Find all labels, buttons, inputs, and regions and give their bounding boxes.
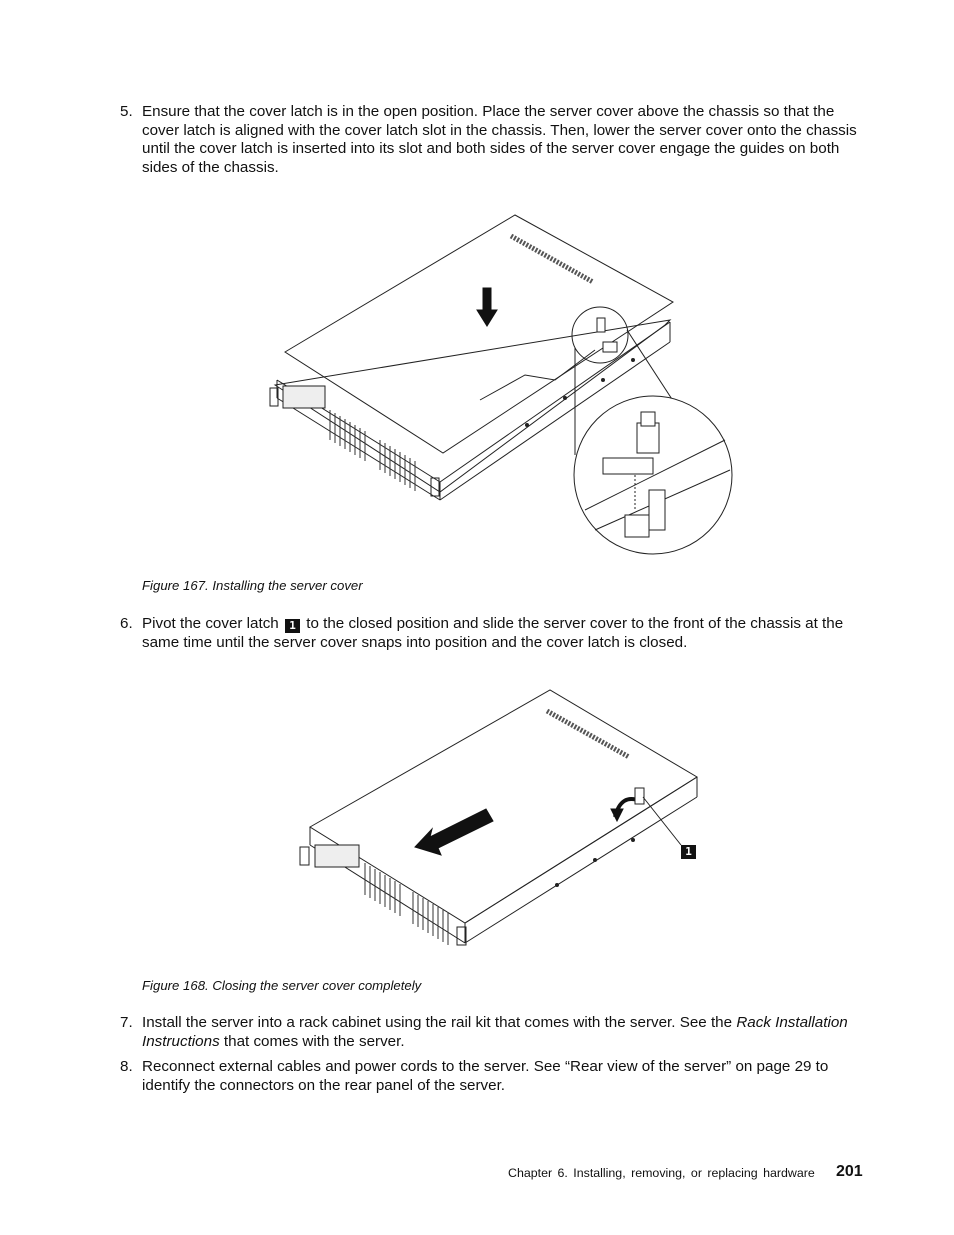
callout-1-icon: 1 <box>285 619 300 633</box>
step-7 <box>120 1014 865 1051</box>
figure-168-caption: Figure 168. Closing the server cover completely <box>142 978 422 993</box>
server-chassis-closed <box>300 690 697 945</box>
step-number: 5. <box>120 103 133 120</box>
step-text-after: that comes with the server. <box>223 1032 405 1050</box>
step-text: Ensure that the cover latch is in the open position. Place the server cover above the chassis so that the cover latch is aligned with the cover latch slot in the chassis. Then, lower the server cover onto the chassis until the cover latch is inserted into its slot and both sides of the server cover engage the guides on both sides of the chassis. <box>142 103 857 176</box>
step-text-before: Pivot the cover latch <box>142 615 279 632</box>
magnified-latch-detail <box>574 396 732 554</box>
cover-latch <box>635 788 644 804</box>
step-number: 7. <box>120 1014 133 1031</box>
step-number: 8. <box>120 1058 133 1075</box>
footer-chapter: Chapter 6. Installing, removing, or replacing hardware <box>508 1166 815 1180</box>
step-text <box>142 1014 865 1051</box>
figure-168-callout-1-icon: 1 <box>681 845 696 859</box>
step-8 <box>120 1058 865 1095</box>
step-6 <box>120 615 865 652</box>
step-text-italic: Rack Installation Instructions <box>142 1014 848 1050</box>
figure-installing-server-cover <box>265 210 740 560</box>
step-text: Reconnect external cables and power cords to the server. See “Rear view of the server” on page 29 to identify the connectors on the rear panel of the server. <box>142 1058 829 1094</box>
step-text-before: Install the server into a rack cabinet using the rail kit that comes with the server. See the <box>142 1014 733 1031</box>
step-5 <box>120 103 865 177</box>
step-text-after: to the closed position and slide the server cover to the front of the chassis at the same time until the server cover snaps into position and the cover latch is closed. <box>142 615 844 651</box>
page-number: 201 <box>836 1163 863 1180</box>
figure-closing-server-cover <box>295 685 705 950</box>
step-number: 6. <box>120 615 133 632</box>
figure-167-caption: Figure 167. Installing the server cover <box>142 578 363 593</box>
step-text <box>142 615 865 652</box>
